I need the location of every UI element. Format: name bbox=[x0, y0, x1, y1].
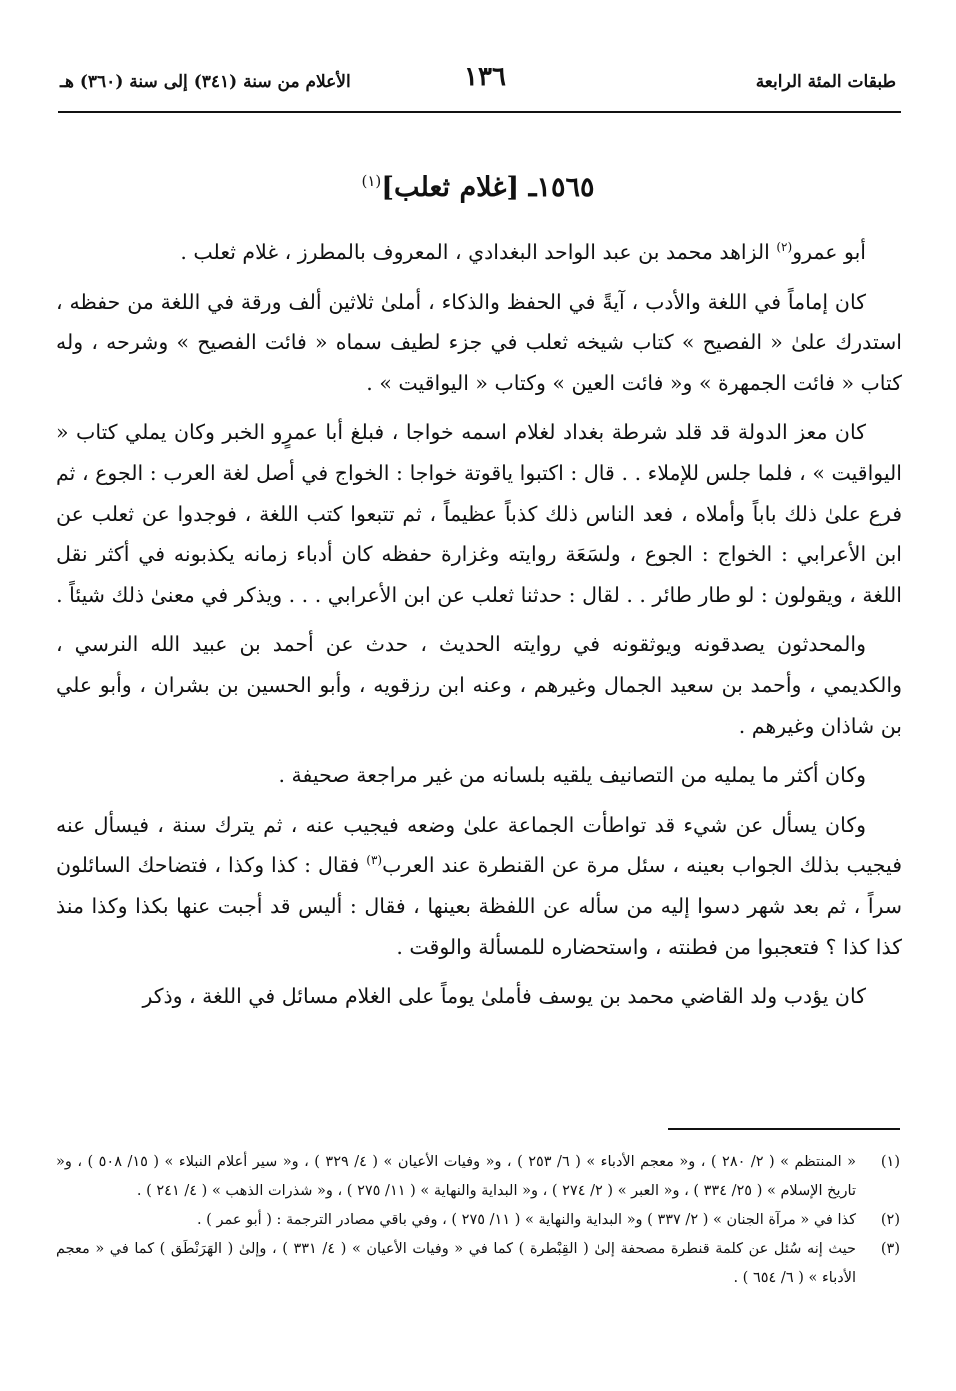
paragraph-text: أبو عمرو bbox=[792, 240, 866, 264]
paragraph-text: فقال : كذا وكذا ، فتضاحك السائلون سراً ، ثم بعد شهر دسوا إليه من سأله عن اللفظة بعينها ، فقال : أليس قد أجبت عنها بكذا وكذا منذ كذا كذا ؟ فتعجبوا من فطنته ، واستحضاره للمسألة والوقت . bbox=[56, 853, 902, 959]
footnote-item bbox=[56, 1235, 902, 1293]
footnote-text: « المنتظم » ( ٢/ ٢٨٠ ) ، و« معجم الأدباء » ( ٦/ ٢٥٣ ) ، و« وفيات الأعيان » ( ٤/ ٣٢٩ ) ، و« سير أعلام النبلاء » ( ١٥/ ٥٠٨ ) ، و« تاريخ الإسلام » ( ٢٥/ ٣٣٤ ) ، و« العبر » ( ٢/ ٢٧٤ ) ، و« البداية والنهاية » ( ١١/ ٢٧٥ ) ، و« شذرات الذهب » ( ٤/ ٢٤١ ) . bbox=[56, 1154, 856, 1199]
entry-title: ١٥٦٥ـ [غلام ثعلب] bbox=[381, 172, 595, 203]
paragraph-text: الزاهد محمد بن عبد الواحد البغدادي ، المعروف بالمطرز ، غلام ثعلب . bbox=[180, 240, 777, 264]
paragraph-dictation: وكان أكثر ما يمليه من التصانيف يلقيه بلسانه من غير مراجعة صحيفة . bbox=[278, 763, 866, 788]
page-number: ١٣٦ bbox=[464, 62, 506, 92]
paragraph-khawaja-story: كان معز الدولة قد قلد شرطة بغداد لغلام اسمه خواجا ، فبلغ أبا عمرٍو الخبر وكان يملي كتاب « اليواقيت » ، فلما جلس للإملاء . . قال : اكتبوا ياقوتة خواجا : الخواج في أصل لغة العرب : الجوع ، ثم فرع علىٰ ذلك باباً وأملاه ، فعد الناس ذلك كذباً عظيماً ، ثم تتبعوا كتب اللغة ، فوجدوا عن ثعلب عن ابن الأعرابي : الخواج : الجوع ، ولسَعَة روايته وغزارة حفظه كان أدباء زمانه يكذبونه في أكثر نقل اللغة ، ويقولون : لو طار طائر . . لقال : حدثنا ثعلب عن ابن الأعرابي . . . ويذكر في معنىٰ ذلك شيئاً . bbox=[56, 420, 902, 607]
header-divider bbox=[58, 111, 901, 113]
paragraph-tutor: كان يؤدب ولد القاضي محمد بن يوسف فأملىٰ يوماً على الغلام مسائل في اللغة ، وذكر bbox=[142, 984, 866, 1009]
footnotes bbox=[56, 1148, 902, 1293]
paragraph-hadith-narration: والمحدثون يصدقونه ويوثقونه في روايته الحديث ، حدث عن أحمد بن عبيد الله النرسي ، والكديمي ، وأحمد بن سعيد الجمال وغيرهم ، وعنه ابن رزقويه ، وأبو الحسين بن بشران ، وأبو علي بن شاذان وغيرهم . bbox=[56, 632, 902, 738]
footnote-item bbox=[56, 1206, 902, 1235]
footnote-ref-3: (٣) bbox=[366, 853, 383, 868]
footnote-text: حيث إنه سُئل عن كلمة قنطرة مصحفة إلىٰ ( القِبْطرة ) كما في « وفيات الأعيان » ( ٤/ ٣٣١ ) ، وإلىٰ ( الهَرَنْطَق ) كما في « معجم الأدباء » ( ٦/ ٦٥٤ ) . bbox=[56, 1241, 856, 1286]
paragraph-name bbox=[56, 232, 902, 273]
footnote-ref-2: (٢) bbox=[776, 240, 793, 255]
footnote-item bbox=[56, 1148, 902, 1206]
footnote-number: (١) bbox=[880, 1154, 900, 1170]
running-header-book-section: طبقات المئة الرابعة bbox=[755, 72, 896, 92]
paragraph-scholarship: كان إماماً في اللغة والأدب ، آيةً في الحفظ والذكاء ، أملىٰ ثلاثين ألف ورقة في اللغة من حفظه ، استدرك علىٰ « الفصيح » كتاب شيخه ثعلب في جزء لطيف سماه « فائت الفصيح » وشرحه ، وله كتاب « فائت الجمهرة » و« فائت العين » وكتاب « اليواقيت » . bbox=[56, 289, 902, 395]
footnote-divider bbox=[668, 1128, 900, 1130]
running-header-period: الأعلام من سنة (٣٤١) إلى سنة (٣٦٠) هـ bbox=[60, 72, 351, 92]
footnote-number: (٢) bbox=[880, 1212, 900, 1228]
entry-heading bbox=[0, 172, 956, 203]
paragraph-qantara-story bbox=[56, 805, 902, 967]
footnote-text: كذا في « مرآة الجنان » ( ٢/ ٣٣٧ ) و« البداية والنهاية » ( ١١/ ٢٧٥ ) ، وفي باقي مصادر الترجمة : ( أبو عمر ) . bbox=[196, 1212, 856, 1228]
entry-body bbox=[56, 232, 902, 1026]
entry-title-footnote-ref: (١) bbox=[361, 172, 382, 190]
paragraph-text: وكان يسأل عن شيء قد تواطأت الجماعة علىٰ وضعه فيجيب عنه ، ثم يترك سنة ، فيسأل عنه فيجيب بذلك الجواب بعينه ، سئل مرة عن القنطرة عند العرب bbox=[56, 812, 903, 878]
footnote-number: (٣) bbox=[880, 1241, 900, 1257]
